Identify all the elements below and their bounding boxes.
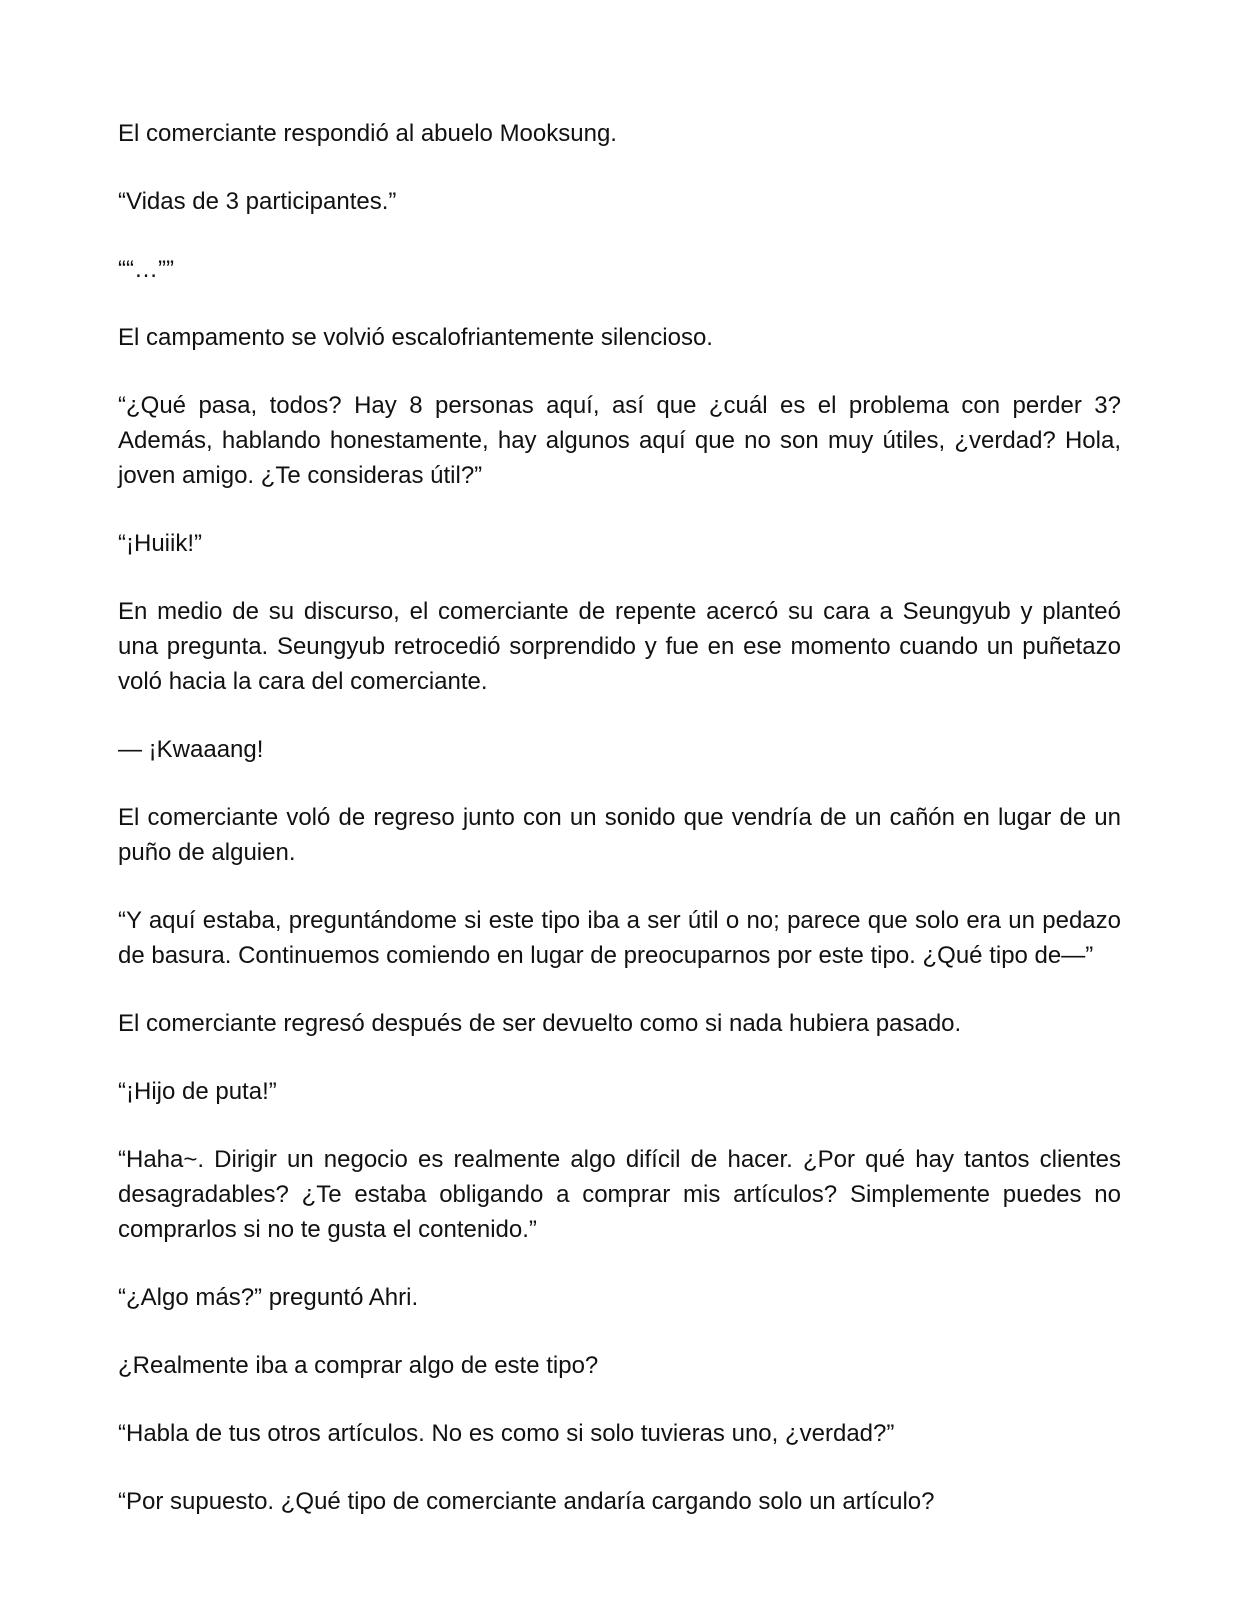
paragraph: El comerciante respondió al abuelo Mooksung. — [118, 120, 617, 147]
document-body — [118, 116, 1121, 1552]
paragraph: “¡Hijo de puta!” — [118, 1078, 277, 1105]
paragraph: ¿Realmente iba a comprar algo de este tipo? — [118, 1352, 599, 1379]
paragraph: El comerciante regresó después de ser devuelto como si nada hubiera pasado. — [118, 1010, 962, 1037]
paragraph: En medio de su discurso, el comerciante de repente acercó su cara a Seungyub y planteó una pregunta. Seungyub retrocedió sorprendido y fue en ese momento cuando un puñetazo voló hacia la cara del comerciante. — [118, 598, 1121, 695]
paragraph: “¿Qué pasa, todos? Hay 8 personas aquí, así que ¿cuál es el problema con perder 3? Además, hablando honestamente, hay algunos aquí que no son muy útiles, ¿verdad? Hola, joven amigo. ¿Te consideras útil?” — [118, 392, 1121, 489]
paragraph: “Vidas de 3 participantes.” — [118, 188, 397, 215]
paragraph: “¡Huiik!” — [118, 530, 202, 557]
paragraph: — ¡Kwaaang! — [118, 736, 264, 763]
paragraph: El comerciante voló de regreso junto con un sonido que vendría de un cañón en lugar de un puño de alguien. — [118, 804, 1121, 866]
paragraph: “Haha~. Dirigir un negocio es realmente algo difícil de hacer. ¿Por qué hay tantos clientes desagradables? ¿Te estaba obligando a comprar mis artículos? Simplemente puedes no comprarlos si no te gusta el contenido.” — [118, 1146, 1121, 1243]
paragraph: El campamento se volvió escalofriantemente silencioso. — [118, 324, 713, 351]
paragraph: ““…”” — [118, 256, 174, 283]
paragraph: “Habla de tus otros artículos. No es como si solo tuvieras uno, ¿verdad?” — [118, 1420, 895, 1447]
paragraph: “Por supuesto. ¿Qué tipo de comerciante andaría cargando solo un artículo? — [118, 1488, 935, 1515]
paragraph: “¿Algo más?” preguntó Ahri. — [118, 1284, 419, 1311]
paragraph: “Y aquí estaba, preguntándome si este tipo iba a ser útil o no; parece que solo era un pedazo de basura. Continuemos comiendo en lugar de preocuparnos por este tipo. ¿Qué tipo de—” — [118, 907, 1121, 969]
